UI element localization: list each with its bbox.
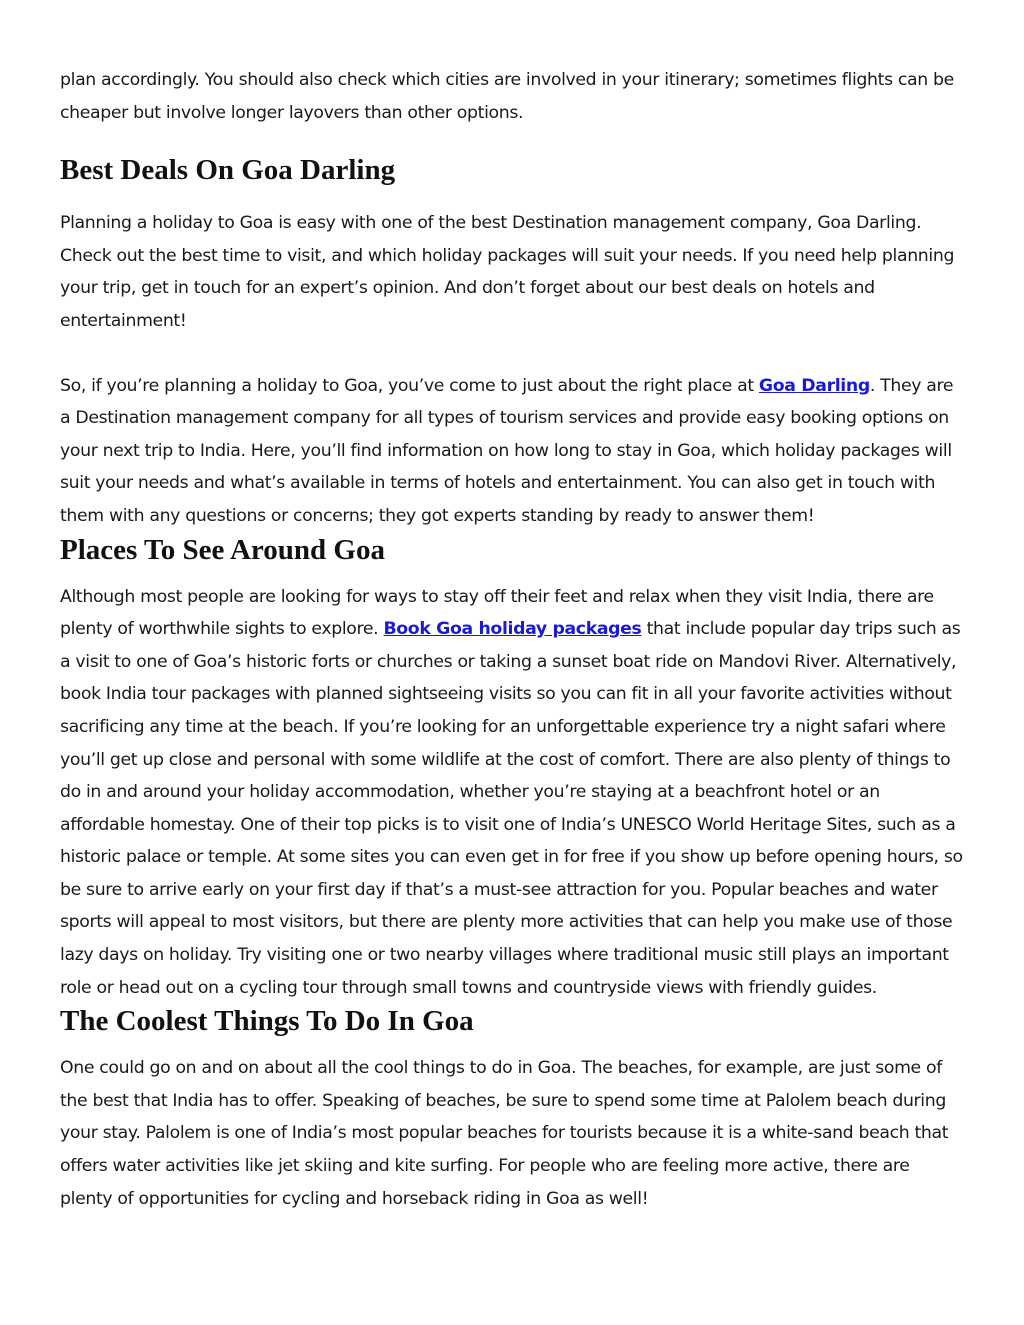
goa-darling-link[interactable]: Goa Darling bbox=[758, 375, 870, 396]
deals-paragraph-1: Planning a holiday to Goa is easy with one of the best Destination management company, Goa Darling. Check out the best time to visit, and which holiday packages will suit your needs. If you need help planning your trip, get in touch for an expert’s opinion. And don’t forget about our best deals on hotels and entertainment! bbox=[60, 213, 955, 331]
coolest-paragraph: One could go on and on about all the cool things to do in Goa. The beaches, for example, are just some of the best that India has to offer. Speaking of beaches, be sure to spend some time at Palolem beach during your stay. Palolem is one of India’s most popular beaches for tourists because it is a white-sand beach that offers water activities like jet skiing and kite surfing. For people who are feeling more active, there are plenty of opportunities for cycling and horseback riding in Goa as well! bbox=[60, 1058, 949, 1209]
deals-paragraph-2 bbox=[60, 370, 966, 533]
heading-coolest-things: The Coolest Things To Do In Goa bbox=[60, 1005, 474, 1038]
deals-paragraph-2-end: . They are a Destination management company for all types of tourism services and provide easy booking options on your next trip to India. Here, you’ll find information on how long to stay in Goa, which holiday packages will suit your needs and what’s available in terms of hotels and entertainment. You can also get in touch with them with any questions or concerns; they got experts standing by ready to answer them! bbox=[60, 375, 954, 526]
book-goa-holiday-packages-link[interactable]: Book Goa holiday packages bbox=[383, 619, 642, 640]
places-paragraph-start: Although most people are looking for ways to stay off their feet and relax when they visit India, there are plenty of worthwhile sights to explore. bbox=[60, 586, 934, 640]
places-paragraph bbox=[60, 581, 966, 1005]
intro-paragraph: plan accordingly. You should also check which cities are involved in your itinerary; sometimes flights can be cheaper but involve longer layovers than other options. bbox=[60, 70, 954, 123]
heading-places-to-see: Places To See Around Goa bbox=[60, 533, 385, 566]
document-page bbox=[60, 64, 966, 1215]
deals-paragraph-2-start: So, if you’re planning a holiday to Goa, you’ve come to just about the right place at bbox=[60, 375, 759, 396]
places-paragraph-end: that include popular day trips such as a visit to one of Goa’s historic forts or churches or taking a sunset boat ride on Mandovi River. Alternatively, book India tour packages with planned sightseeing visits so you can fit in all your favorite activities without sacrificing any time at the beach. If you’re looking for an unforgettable experience try a night safari where you’ll get up close and personal with some wildlife at the cost of comfort. There are also plenty of things to do in and around your holiday accommodation, whether you’re staying at a beachfront hotel or an affordable homestay. One of their top picks is to visit one of India’s UNESCO World Heritage Sites, such as a historic palace or temple. At some sites you can even get in for free if you show up before opening hours, so be sure to arrive early on your first day if that’s a must-see attraction for you. Popular beaches and water sports will appeal to most visitors, but there are plenty more activities that can help you make use of those lazy days on holiday. Try visiting one or two nearby villages where traditional music still plays an important role or head out on a cycling tour through small towns and countryside views with friendly guides. bbox=[60, 619, 963, 998]
heading-best-deals: Best Deals On Goa Darling bbox=[60, 154, 396, 187]
